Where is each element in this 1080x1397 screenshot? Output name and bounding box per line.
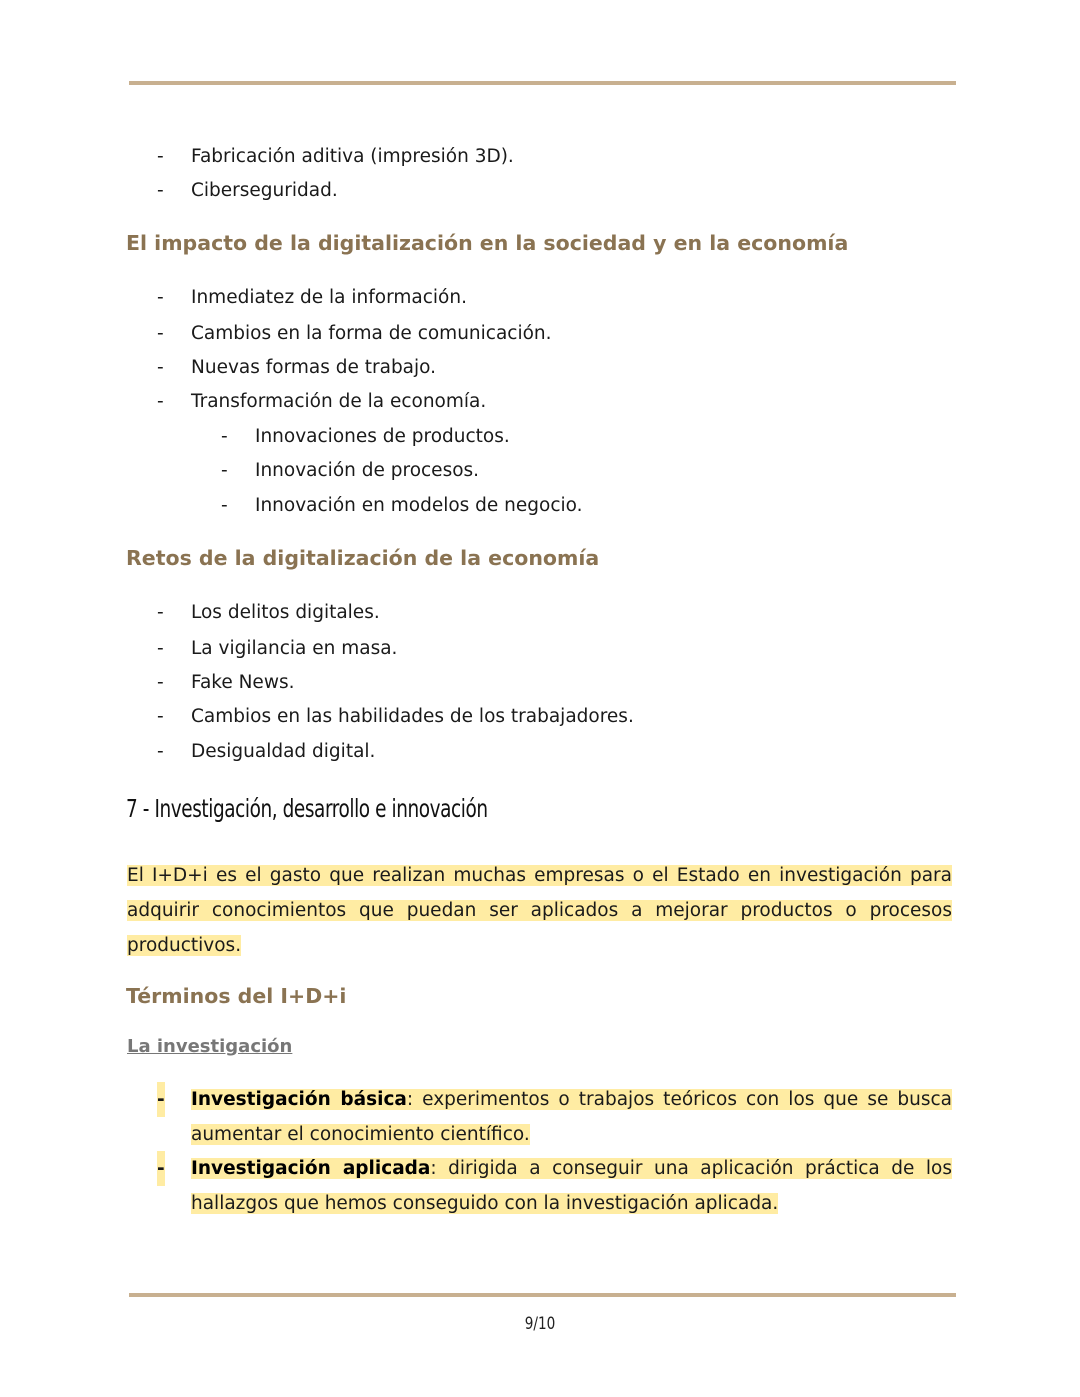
list-item: - Fabricación aditiva (impresión 3D).: [157, 146, 514, 167]
list-item: - Cambios en la forma de comunicación.: [157, 323, 552, 344]
section-heading-retos: Retos de la digitalización de la economía: [126, 546, 600, 570]
sub-list-item: - Innovación en modelos de negocio.: [221, 495, 583, 516]
bullet-dash: -: [157, 1151, 165, 1186]
definition-item: [157, 1151, 952, 1221]
header-rule: [129, 81, 956, 85]
list-item: - Los delitos digitales.: [157, 602, 380, 623]
list-item: - Cambios en las habilidades de los trabajadores.: [157, 706, 634, 727]
chapter-paragraph: El I+D+i es el gasto que realizan muchas empresas o el Estado en investigación para adquirir conocimientos que puedan ser aplicados a mejorar productos o procesos productivos.: [127, 865, 952, 956]
list-item: - Nuevas formas de trabajo.: [157, 357, 437, 378]
list-item: - La vigilancia en masa.: [157, 638, 398, 659]
subsection-heading: La investigación: [127, 1036, 293, 1057]
definition: : dirigida a conseguir una aplicación práctica de los hallazgos que hemos conseguido con la investigación aplicada.: [191, 1158, 952, 1214]
page-number: 9/10: [524, 1314, 556, 1334]
definition-item: [157, 1082, 952, 1152]
footer-rule: [129, 1293, 956, 1297]
chapter-title: 7 - Investigación, desarrollo e innovación: [126, 794, 488, 823]
term: Investigación básica: [191, 1089, 407, 1110]
bullet-dash: -: [157, 1082, 165, 1117]
list-item: - Fake News.: [157, 672, 295, 693]
list-item: - Inmediatez de la información.: [157, 287, 467, 308]
section-heading-impacto: El impacto de la digitalización en la sociedad y en la economía: [126, 231, 849, 255]
definition: : experimentos o trabajos teóricos con los que se busca aumentar el conocimiento científico.: [191, 1089, 952, 1145]
term: Investigación aplicada: [191, 1158, 431, 1179]
list-item: - Ciberseguridad.: [157, 180, 338, 201]
list-item: - Desigualdad digital.: [157, 741, 376, 762]
list-item: - Transformación de la economía.: [157, 391, 487, 412]
sub-list-item: - Innovaciones de productos.: [221, 426, 510, 447]
section-heading-terminos: Términos del I+D+i: [126, 984, 347, 1008]
sub-list-item: - Innovación de procesos.: [221, 460, 480, 481]
